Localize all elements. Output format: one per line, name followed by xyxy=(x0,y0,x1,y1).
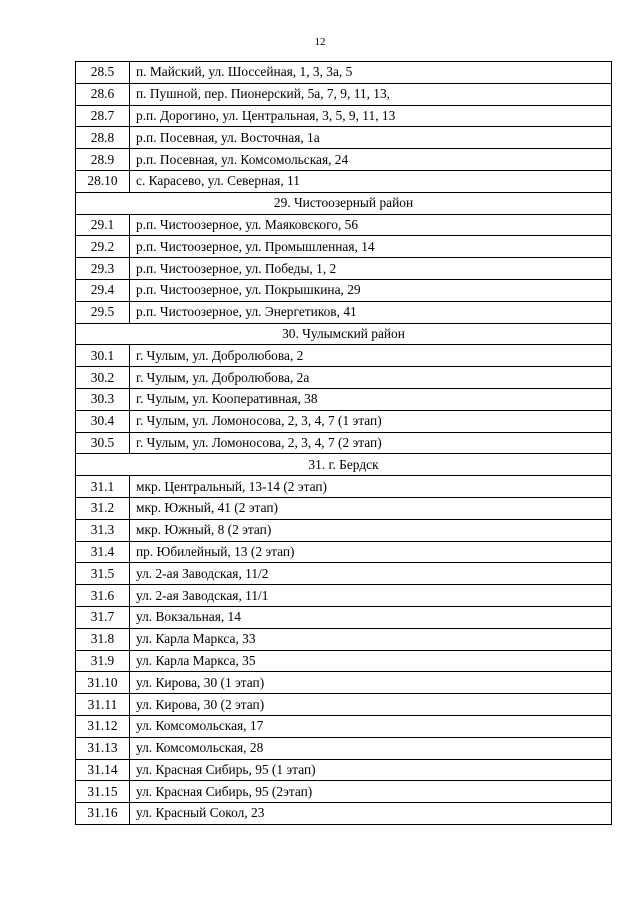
item-address: р.п. Чистоозерное, ул. Покрышкина, 29 xyxy=(130,279,612,301)
item-number: 28.9 xyxy=(76,149,130,171)
section-title: 29. Чистоозерный район xyxy=(76,192,612,214)
item-number: 31.14 xyxy=(76,759,130,781)
table-row xyxy=(76,759,612,781)
item-address: ул. Карла Маркса, 33 xyxy=(130,628,612,650)
item-address: пр. Юбилейный, 13 (2 этап) xyxy=(130,541,612,563)
table-row xyxy=(76,737,612,759)
item-number: 29.1 xyxy=(76,214,130,236)
item-number: 31.13 xyxy=(76,737,130,759)
item-address: ул. Кирова, 30 (1 этап) xyxy=(130,672,612,694)
item-address: ул. Красная Сибирь, 95 (2этап) xyxy=(130,781,612,803)
section-header-row xyxy=(76,323,612,345)
table-row xyxy=(76,301,612,323)
item-number: 28.6 xyxy=(76,83,130,105)
item-address: мкр. Южный, 8 (2 этап) xyxy=(130,519,612,541)
table-row xyxy=(76,606,612,628)
table-row xyxy=(76,715,612,737)
table-row xyxy=(76,62,612,84)
item-address: ул. Красная Сибирь, 95 (1 этап) xyxy=(130,759,612,781)
item-number: 31.16 xyxy=(76,803,130,825)
table-row xyxy=(76,803,612,825)
section-title: 31. г. Бердск xyxy=(76,454,612,476)
item-number: 28.5 xyxy=(76,62,130,84)
table-row xyxy=(76,149,612,171)
item-number: 29.5 xyxy=(76,301,130,323)
table-row xyxy=(76,672,612,694)
item-number: 31.12 xyxy=(76,715,130,737)
item-address: ул. Вокзальная, 14 xyxy=(130,606,612,628)
item-address: с. Карасево, ул. Северная, 11 xyxy=(130,170,612,192)
item-number: 30.1 xyxy=(76,345,130,367)
item-number: 31.1 xyxy=(76,476,130,498)
item-address: г. Чулым, ул. Кооперативная, 38 xyxy=(130,388,612,410)
item-address: п. Майский, ул. Шоссейная, 1, 3, 3а, 5 xyxy=(130,62,612,84)
item-number: 30.3 xyxy=(76,388,130,410)
table-row xyxy=(76,170,612,192)
item-address: ул. Карла Маркса, 35 xyxy=(130,650,612,672)
item-number: 28.10 xyxy=(76,170,130,192)
item-address: ул. 2-ая Заводская, 11/2 xyxy=(130,563,612,585)
table-row xyxy=(76,563,612,585)
table-row xyxy=(76,127,612,149)
table-row xyxy=(76,541,612,563)
item-address: г. Чулым, ул. Добролюбова, 2а xyxy=(130,367,612,389)
item-number: 30.4 xyxy=(76,410,130,432)
table-row xyxy=(76,781,612,803)
table-row xyxy=(76,214,612,236)
item-number: 31.3 xyxy=(76,519,130,541)
item-address: г. Чулым, ул. Ломоносова, 2, 3, 4, 7 (2 этап) xyxy=(130,432,612,454)
table-row xyxy=(76,585,612,607)
item-address: г. Чулым, ул. Добролюбова, 2 xyxy=(130,345,612,367)
table-row xyxy=(76,367,612,389)
item-number: 30.2 xyxy=(76,367,130,389)
item-number: 28.7 xyxy=(76,105,130,127)
table-row xyxy=(76,388,612,410)
item-number: 31.5 xyxy=(76,563,130,585)
item-address: р.п. Посевная, ул. Комсомольская, 24 xyxy=(130,149,612,171)
table-row xyxy=(76,105,612,127)
item-number: 31.8 xyxy=(76,628,130,650)
table-row xyxy=(76,628,612,650)
item-number: 29.4 xyxy=(76,279,130,301)
item-address: р.п. Чистоозерное, ул. Энергетиков, 41 xyxy=(130,301,612,323)
table-row xyxy=(76,694,612,716)
table-row xyxy=(76,410,612,432)
item-address: р.п. Чистоозерное, ул. Маяковского, 56 xyxy=(130,214,612,236)
table-row xyxy=(76,432,612,454)
item-number: 31.10 xyxy=(76,672,130,694)
table-row xyxy=(76,236,612,258)
item-address: р.п. Посевная, ул. Восточная, 1а xyxy=(130,127,612,149)
item-address: ул. Кирова, 30 (2 этап) xyxy=(130,694,612,716)
item-number: 31.6 xyxy=(76,585,130,607)
item-address: г. Чулым, ул. Ломоносова, 2, 3, 4, 7 (1 этап) xyxy=(130,410,612,432)
item-number: 31.2 xyxy=(76,497,130,519)
item-address: р.п. Чистоозерное, ул. Победы, 1, 2 xyxy=(130,258,612,280)
item-number: 31.4 xyxy=(76,541,130,563)
table-row xyxy=(76,476,612,498)
item-number: 31.9 xyxy=(76,650,130,672)
table-row xyxy=(76,83,612,105)
item-address: мкр. Центральный, 13-14 (2 этап) xyxy=(130,476,612,498)
address-table xyxy=(75,61,612,825)
table-row xyxy=(76,279,612,301)
section-title: 30. Чулымский район xyxy=(76,323,612,345)
section-header-row xyxy=(76,454,612,476)
section-header-row xyxy=(76,192,612,214)
table-row xyxy=(76,345,612,367)
table-row xyxy=(76,497,612,519)
item-address: ул. Комсомольская, 28 xyxy=(130,737,612,759)
item-address: п. Пушной, пер. Пионерский, 5а, 7, 9, 11, 13, xyxy=(130,83,612,105)
item-number: 31.15 xyxy=(76,781,130,803)
item-number: 31.7 xyxy=(76,606,130,628)
item-number: 31.11 xyxy=(76,694,130,716)
item-number: 29.3 xyxy=(76,258,130,280)
item-address: р.п. Дорогино, ул. Центральная, 3, 5, 9, 11, 13 xyxy=(130,105,612,127)
table-row xyxy=(76,258,612,280)
item-number: 28.8 xyxy=(76,127,130,149)
item-address: ул. Красный Сокол, 23 xyxy=(130,803,612,825)
item-address: р.п. Чистоозерное, ул. Промышленная, 14 xyxy=(130,236,612,258)
item-number: 30.5 xyxy=(76,432,130,454)
page-number: 12 xyxy=(314,36,326,48)
table-row xyxy=(76,650,612,672)
item-number: 29.2 xyxy=(76,236,130,258)
table-row xyxy=(76,519,612,541)
address-table-body xyxy=(76,62,612,825)
item-address: мкр. Южный, 41 (2 этап) xyxy=(130,497,612,519)
item-address: ул. Комсомольская, 17 xyxy=(130,715,612,737)
item-address: ул. 2-ая Заводская, 11/1 xyxy=(130,585,612,607)
